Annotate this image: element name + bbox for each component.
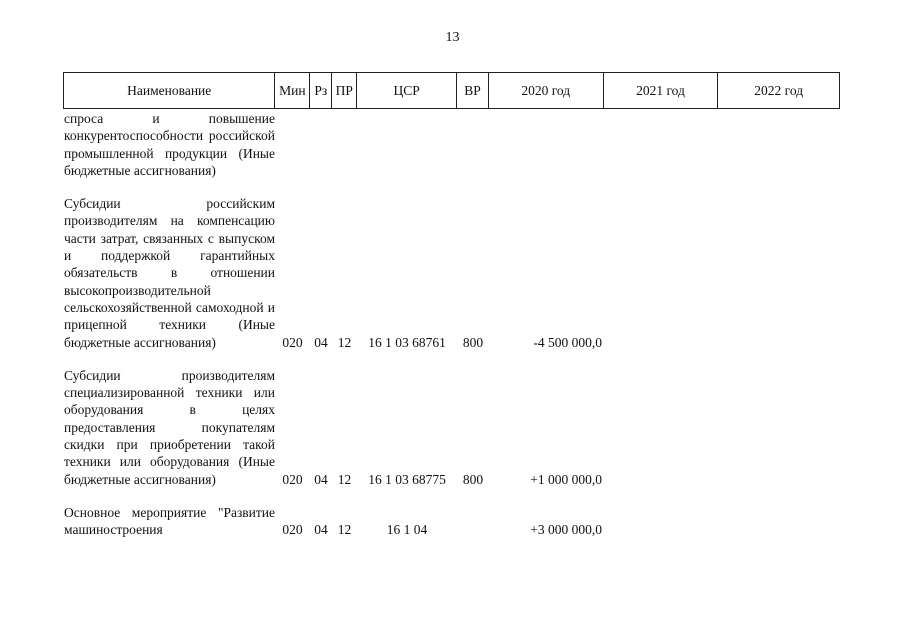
row-csr: 16 1 03 68775 — [368, 471, 446, 487]
row-pr: 12 — [337, 334, 352, 350]
header-pr: ПР — [332, 73, 357, 108]
table-row — [63, 195, 840, 351]
table-row — [63, 504, 840, 539]
row-min: 020 — [282, 522, 303, 538]
row-rz: 04 — [314, 522, 328, 538]
header-2020: 2020 год — [489, 73, 604, 108]
row-vr: 800 — [462, 334, 484, 350]
row-rz: 04 — [314, 471, 328, 487]
header-rz: Рз — [310, 73, 332, 108]
table-body — [63, 110, 840, 539]
row-2020: +1 000 000,0 — [530, 471, 602, 487]
row-2020: +3 000 000,0 — [530, 522, 602, 538]
row-csr: 16 1 03 68761 — [368, 334, 446, 350]
row-2020: -4 500 000,0 — [533, 334, 602, 350]
header-min: Мин — [275, 73, 310, 108]
header-2021: 2021 год — [604, 73, 719, 108]
row-name: Субсидии производителям специализированной техники или оборудования в целях предоставления покупателям скидки при приобретении такой техники или оборудования (Иные бюджетные ассигнования) — [64, 367, 275, 487]
row-vr: 800 — [462, 471, 484, 487]
row-pr: 12 — [337, 471, 352, 487]
row-name: Основное мероприятие "Развитие машиностроения — [64, 504, 275, 538]
row-name: Субсидии российским производителям на компенсацию части затрат, связанных с выпуском и поддержкой гарантийных обязательств в отношении высокопроизводительной сельскохозяйственной самоходной и прицепной техники (Иные бюджетные ассигнования) — [64, 196, 275, 350]
row-min: 020 — [282, 471, 303, 487]
row-rz: 04 — [314, 334, 328, 350]
table-row — [63, 367, 840, 488]
header-2022: 2022 год — [754, 82, 804, 98]
table-header — [63, 72, 840, 109]
row-csr: 16 1 04 — [386, 522, 428, 538]
header-vr: ВР — [457, 73, 489, 108]
row-pr: 12 — [337, 522, 352, 538]
header-csr: ЦСР — [357, 73, 457, 108]
page-number: 13 — [445, 30, 460, 45]
row-min: 020 — [282, 334, 303, 350]
table-row — [63, 110, 840, 179]
row-name: спроса и повышение конкурентоспособности российской промышленной продукции (Иные бюджетные ассигнования) — [64, 111, 275, 178]
header-name: Наименование — [64, 73, 275, 108]
